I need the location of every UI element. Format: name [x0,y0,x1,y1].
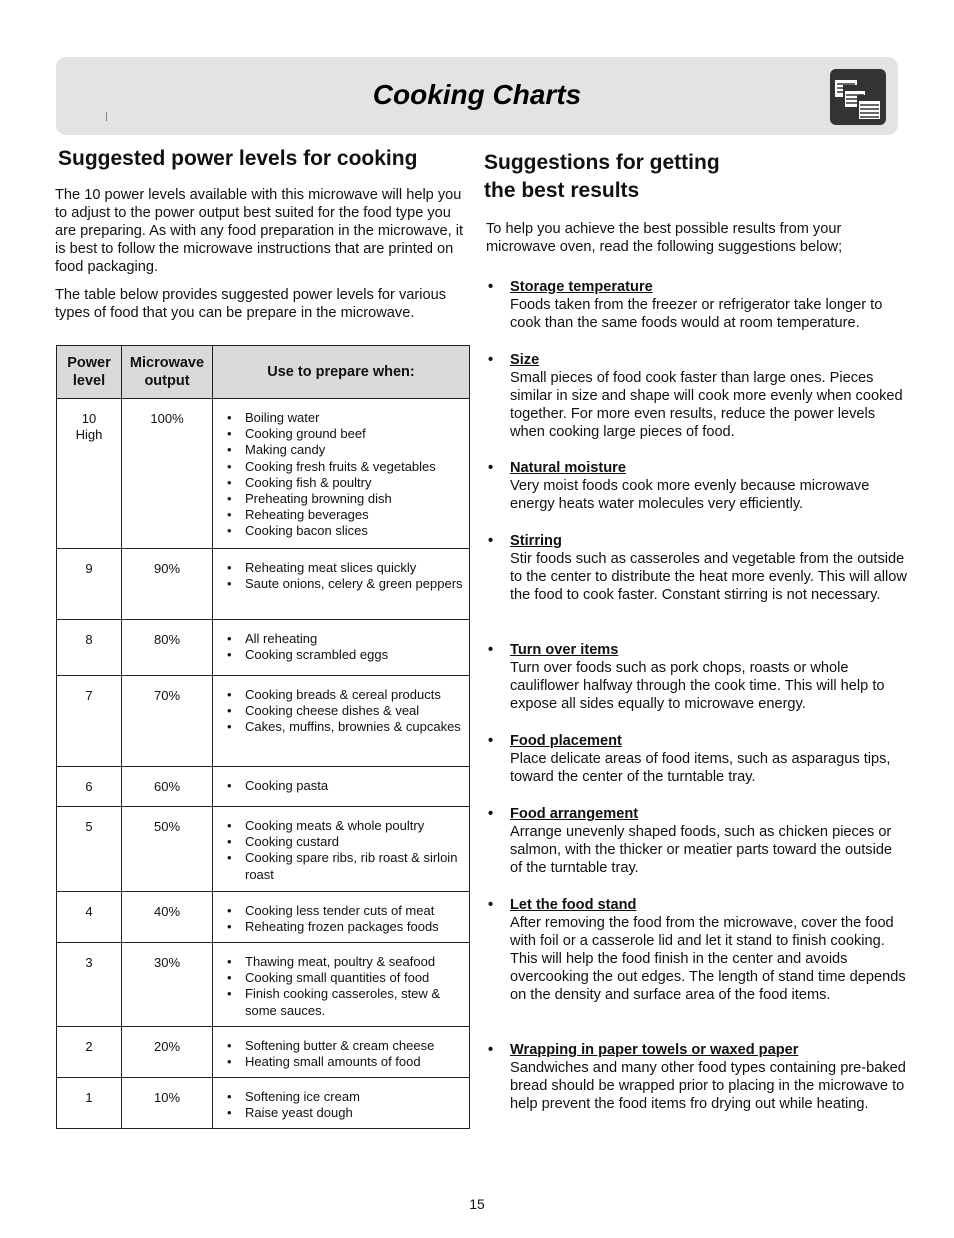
uses-cell [213,399,470,549]
power-level-cell: 5 [57,807,122,892]
list-item: • Cooking pasta [227,778,463,794]
suggestion-text: Foods taken from the freezer or refrigerator take longer to cook than the same foods would at room temperature. [510,297,883,331]
suggestion-text: After removing the food from the microwave, cover the food with foil or a casserole lid and let it stand to finish cooking. This will help the food finish in the center and avoids overcooking the out edges. The length of stand time depends on the density and surface area of the food items. [510,915,906,1003]
list-item: • Cooking meats & whole poultry [227,818,463,834]
suggestion-text: Stir foods such as casseroles and vegetable from the outside to the center to distribute the heat more evenly. This will allow the food to cook faster. Constant stirring is not necessary. [510,551,907,603]
list-item: • Cooking ground beef [227,426,463,442]
table-pages-icon [830,69,886,125]
suggestion-text: Place delicate areas of food items, such as asparagus tips, toward the center of the turntable tray. [510,751,891,785]
table-row [57,807,470,892]
uses-cell [213,620,470,676]
list-item: • Cooking breads & cereal products [227,687,463,703]
list-item: • Reheating beverages [227,507,463,523]
output-cell: 80% [122,620,213,676]
list-item: • Cooking custard [227,834,463,850]
list-item: • Cooking spare ribs, rib roast & sirloin roast [227,850,463,882]
uses-cell [213,767,470,807]
uses-cell [213,549,470,620]
list-item: • Thawing meat, poultry & seafood [227,954,463,970]
suggestion-label: • Turn over items [488,641,908,659]
power-level-cell: 4 [57,892,122,943]
power-levels-intro: The 10 power levels available with this microwave will help you to adjust to the power output best suited for the food type you are preparing. As with any food preparation in the microwave, it is best to follow the microwave instructions that are printed on food packaging. [55,187,464,275]
suggestion-item [488,532,908,604]
uses-cell [213,807,470,892]
power-level-cell: 7 [57,676,122,767]
uses-cell [213,1027,470,1078]
list-item: • Reheating frozen packages foods [227,919,463,935]
list-item: • Saute onions, celery & green peppers [227,576,463,592]
suggestion-item [488,641,908,713]
power-level-cell: 8 [57,620,122,676]
list-item: • Cooking bacon slices [227,523,463,539]
list-item: • Cooking small quantities of food [227,970,463,986]
table-header-row [57,346,470,399]
suggestion-item [488,278,908,332]
list-item: • Boiling water [227,410,463,426]
suggestion-label: • Food placement [488,732,908,750]
suggestion-label: • Size [488,351,908,369]
list-item: • Finish cooking casseroles, stew & some sauces. [227,986,463,1018]
page-title: Cooking Charts [372,79,582,110]
table-row [57,399,470,549]
suggestion-label: • Wrapping in paper towels or waxed paper [488,1041,908,1059]
list-item: • Cooking scrambled eggs [227,647,463,663]
uses-cell [213,943,470,1027]
list-item: • Softening butter & cream cheese [227,1038,463,1054]
output-cell: 40% [122,892,213,943]
power-level-cell: 6 [57,767,122,807]
table-row [57,620,470,676]
chapter-header [56,57,898,135]
power-level-cell: 3 [57,943,122,1027]
power-level-cell: 10 High [57,399,122,549]
column-header-use: Use to prepare when: [213,346,470,399]
suggestion-label: • Natural moisture [488,459,908,477]
suggestion-text: Arrange unevenly shaped foods, such as chicken pieces or salmon, with the thicker or meatier parts toward the outside of the turntable tray. [510,824,893,876]
list-item: • Cooking fish & poultry [227,475,463,491]
suggestion-item [488,732,908,786]
power-level-cell: 2 [57,1027,122,1078]
suggestions-intro: To help you achieve the best possible results from your microwave oven, read the following suggestions below; [486,221,843,255]
list-item: • Cooking fresh fruits & vegetables [227,459,463,475]
power-level-cell: 9 [57,549,122,620]
page-number: 15 [469,1196,485,1212]
list-item: • Preheating browning dish [227,491,463,507]
list-item: • Cakes, muffins, brownies & cupcakes [227,719,463,735]
uses-cell [213,892,470,943]
table-row [57,767,470,807]
list-item: • Making candy [227,442,463,458]
suggestions-heading-line-2: the best results [484,179,640,202]
table-row [57,943,470,1027]
list-item: • Heating small amounts of food [227,1054,463,1070]
table-row [57,1078,470,1129]
suggestion-item [488,351,908,441]
suggestion-text: Turn over foods such as pork chops, roasts or whole cauliflower halfway through the cook time. This will help to expose all sides equally to microwave energy. [510,660,885,712]
list-item: • Cooking cheese dishes & veal [227,703,463,719]
output-cell: 70% [122,676,213,767]
list-item: • Raise yeast dough [227,1105,463,1121]
suggestion-item [488,459,908,513]
suggestion-label: • Storage temperature [488,278,908,296]
suggestion-item [488,1041,908,1113]
suggestions-heading [484,149,720,205]
list-item: • Softening ice cream [227,1089,463,1105]
uses-cell [213,1078,470,1129]
output-cell: 20% [122,1027,213,1078]
suggestion-text: Sandwiches and many other food types containing pre-baked bread should be wrapped prior to placing in the microwave to help prevent the food items fro drying out while heating. [510,1060,906,1112]
output-cell: 30% [122,943,213,1027]
table-row [57,676,470,767]
table-row [57,549,470,620]
list-item: • Cooking less tender cuts of meat [227,903,463,919]
suggestion-item [488,896,908,1004]
table-row [57,892,470,943]
table-row [57,1027,470,1078]
suggestion-item [488,805,908,877]
output-cell: 90% [122,549,213,620]
power-levels-table-intro: The table below provides suggested power levels for various types of food that you can be prepare in the microwave. [55,287,447,321]
suggestion-label: • Stirring [488,532,908,550]
header-tick-mark [106,112,107,121]
column-header-power-level: Power level [57,346,122,399]
list-item: • Reheating meat slices quickly [227,560,463,576]
output-cell: 10% [122,1078,213,1129]
power-level-cell: 1 [57,1078,122,1129]
suggestion-text: Small pieces of food cook faster than large ones. Pieces similar in size and shape will cook more evenly when cooked together. For more even results, reduce the power levels when cooking large pieces of food. [510,370,903,440]
output-cell: 50% [122,807,213,892]
list-item: • All reheating [227,631,463,647]
suggestion-text: Very moist foods cook more evenly because microwave energy heats water molecules very efficiently. [510,478,870,512]
suggestion-label: • Let the food stand [488,896,908,914]
column-header-microwave-output: Microwave output [122,346,213,399]
uses-cell [213,676,470,767]
output-cell: 100% [122,399,213,549]
output-cell: 60% [122,767,213,807]
power-levels-heading: Suggested power levels for cooking [58,147,418,170]
power-levels-table [56,345,470,1129]
suggestion-label: • Food arrangement [488,805,908,823]
suggestions-heading-line-1: Suggestions for getting [484,151,720,174]
